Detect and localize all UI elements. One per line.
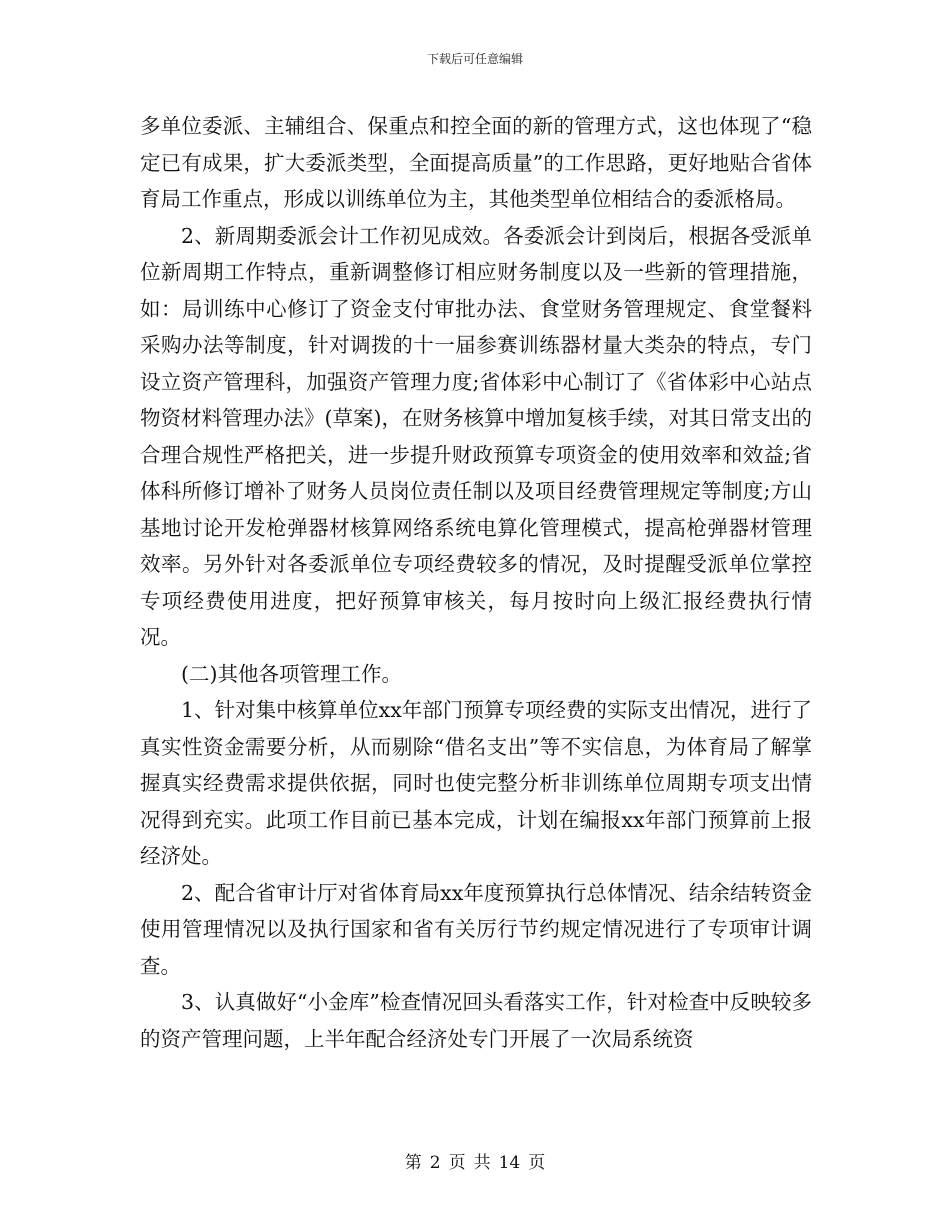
paragraph-6: 3、认真做好“小金库”检查情况回头看落实工作，针对检查中反映较多的资产管理问题，上半年配合经济处专门开展了一次局系统资 [140,990,812,1051]
paragraph-5: 2、配合省审计厅对省体育局xx年度预算执行总体情况、结余结转资金使用管理情况以及执行国家和省有关厉行节约规定情况进行了专项审计调查。 [140,880,812,978]
document-body [140,108,812,1057]
paragraph-4: 1、针对集中核算单位xx年部门预算专项经费的实际支出情况，进行了真实性资金需要分析，从而剔除“借名支出”等不实信息，为体育局了解掌握真实经费需求提供依据，同时也使完整分析非训练单位周期专项支出情况得到充实。此项工作目前已基本完成，计划在编报xx年部门预算前上报经济处。 [140,698,812,868]
footer-label-page-unit: 页 [448,1153,466,1173]
footer-label-total-unit: 页 [528,1153,546,1173]
page-footer [0,1152,950,1174]
page-header: 下载后可任意编辑 [426,52,523,66]
footer-total-pages: 14 [498,1153,521,1173]
paragraph-2: 2、新周期委派会计工作初见成效。各委派会计到岗后，根据各受派单位新周期工作特点，重新调整修订相应财务制度以及一些新的管理措施，如：局训练中心修订了资金支付审批办法、食堂财务管理规定、食堂餐料采购办法等制度，针对调拨的十一届参赛训练器材量大类杂的特点，专门设立资产管理科，加强资产管理力度;省体彩中心制订了《省体彩中心站点物资材料管理办法》(草案)，在财务核算中增加复核手续，对其日常支出的合理合规性严格把关，进一步提升财政预算专项资金的使用效率和效益;省体科所修订增补了财务人员岗位责任制以及项目经费管理规定等制度;方山基地讨论开发枪弹器材核算网络系统电算化管理模式，提高枪弹器材管理效率。另外针对各委派单位专项经费较多的情况，及时提醒受派单位掌控专项经费使用进度，把好预算审核关，每月按时向上级汇报经费执行情况。 [140,223,812,649]
paragraph-1: 多单位委派、主辅组合、保重点和控全面的新的管理方式，这也体现了“稳定已有成果，扩大委派类型，全面提高质量”的工作思路，更好地贴合省体育局工作重点，形成以训练单位为主，其他类型单位相结合的委派格局。 [140,114,812,211]
footer-label-page: 第 [404,1153,422,1173]
paragraph-3-section-heading: (二)其他各项管理工作。 [181,661,402,686]
footer-label-total: 共 [473,1153,491,1173]
footer-current-page: 2 [429,1153,441,1173]
